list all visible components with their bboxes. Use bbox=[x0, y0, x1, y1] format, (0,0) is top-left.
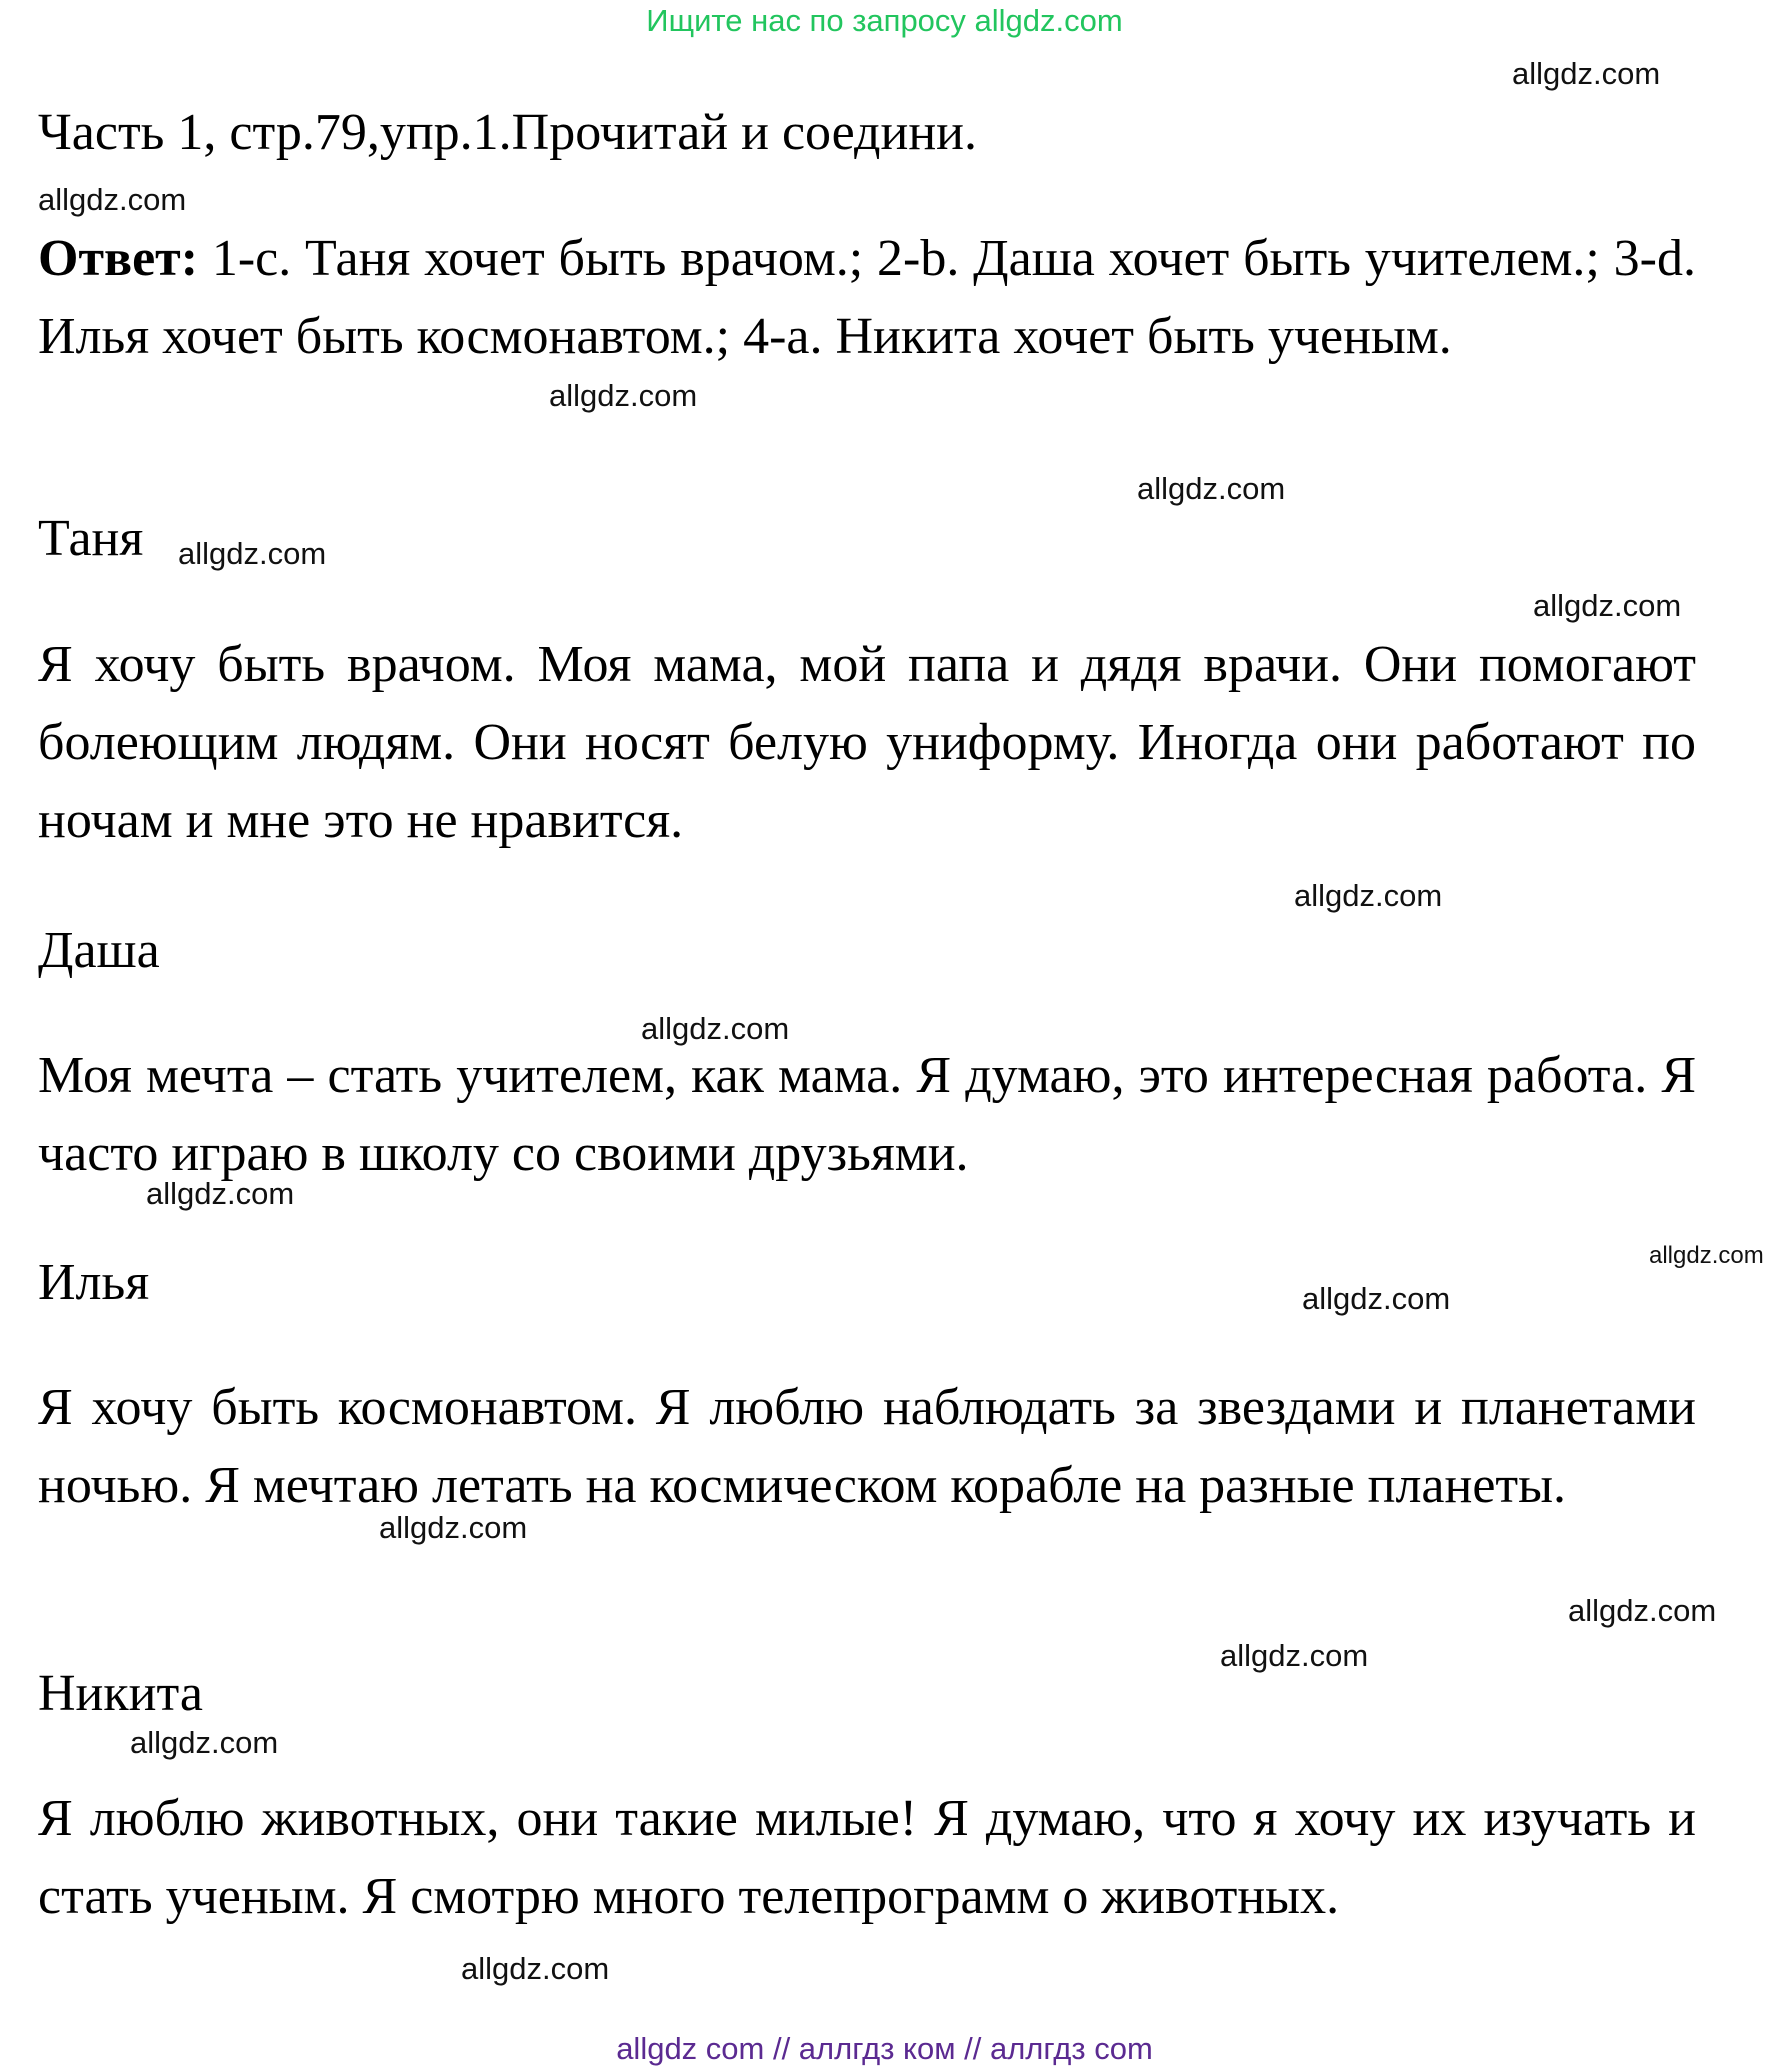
watermark: allgdz.com bbox=[1568, 1593, 1717, 1628]
section-name-nikita: Никита bbox=[38, 1665, 203, 1722]
watermark: allgdz.com bbox=[549, 378, 698, 413]
answer-paragraph bbox=[38, 220, 1696, 376]
top-search-banner: Ищите нас по запросу allgdz.com bbox=[646, 3, 1123, 38]
watermark: allgdz.com bbox=[38, 182, 187, 217]
watermark: allgdz.com bbox=[379, 1510, 528, 1545]
answer-label: Ответ: bbox=[38, 230, 199, 287]
watermark: allgdz.com bbox=[1512, 56, 1661, 91]
watermark: allgdz.com bbox=[461, 1951, 610, 1986]
section-name-tanya: Таня bbox=[38, 510, 144, 567]
section-text-tanya: Я хочу быть врачом. Моя мама, мой папа и дядя врачи. Они помогают болеющим людям. Они носят белую униформу. Иногда они работают по ночам и мне это не нравится. bbox=[38, 636, 1696, 849]
section-name-dasha: Даша bbox=[38, 922, 160, 979]
watermark: allgdz.com bbox=[1137, 471, 1286, 506]
watermark: allgdz.com bbox=[130, 1725, 279, 1760]
answer-text: 1-c. Таня хочет быть врачом.; 2-b. Даша хочет быть учителем.; 3-d. Илья хочет быть космонавтом.; 4-a. Никита хочет быть ученым. bbox=[38, 230, 1696, 365]
watermark: allgdz.com bbox=[178, 536, 327, 571]
watermark: allgdz.com bbox=[1294, 878, 1443, 913]
section-name-ilya: Илья bbox=[38, 1254, 150, 1311]
section-text-dasha: Моя мечта – стать учителем, как мама. Я думаю, это интересная работа. Я часто играю в школу со своими друзьями. bbox=[38, 1047, 1696, 1182]
task-title: Часть 1, стр.79,упр.1.Прочитай и соедини. bbox=[38, 104, 977, 161]
watermark: allgdz.com bbox=[1533, 588, 1682, 623]
watermark: allgdz.com bbox=[641, 1011, 790, 1046]
watermark: allgdz.com bbox=[1220, 1638, 1369, 1673]
watermark: allgdz.com bbox=[146, 1176, 295, 1211]
section-text-nikita: Я люблю животных, они такие милые! Я думаю, что я хочу их изучать и стать ученым. Я смотрю много телепрограмм о животных. bbox=[38, 1790, 1696, 1925]
watermark: allgdz.com bbox=[1649, 1242, 1764, 1269]
watermark: allgdz.com bbox=[1302, 1281, 1451, 1316]
bottom-watermark-banner: allgdz com // аллгдз ком // аллгдз com bbox=[616, 2031, 1153, 2066]
section-text-ilya: Я хочу быть космонавтом. Я люблю наблюдать за звездами и планетами ночью. Я мечтаю летать на космическом корабле на разные планеты. bbox=[38, 1379, 1696, 1514]
